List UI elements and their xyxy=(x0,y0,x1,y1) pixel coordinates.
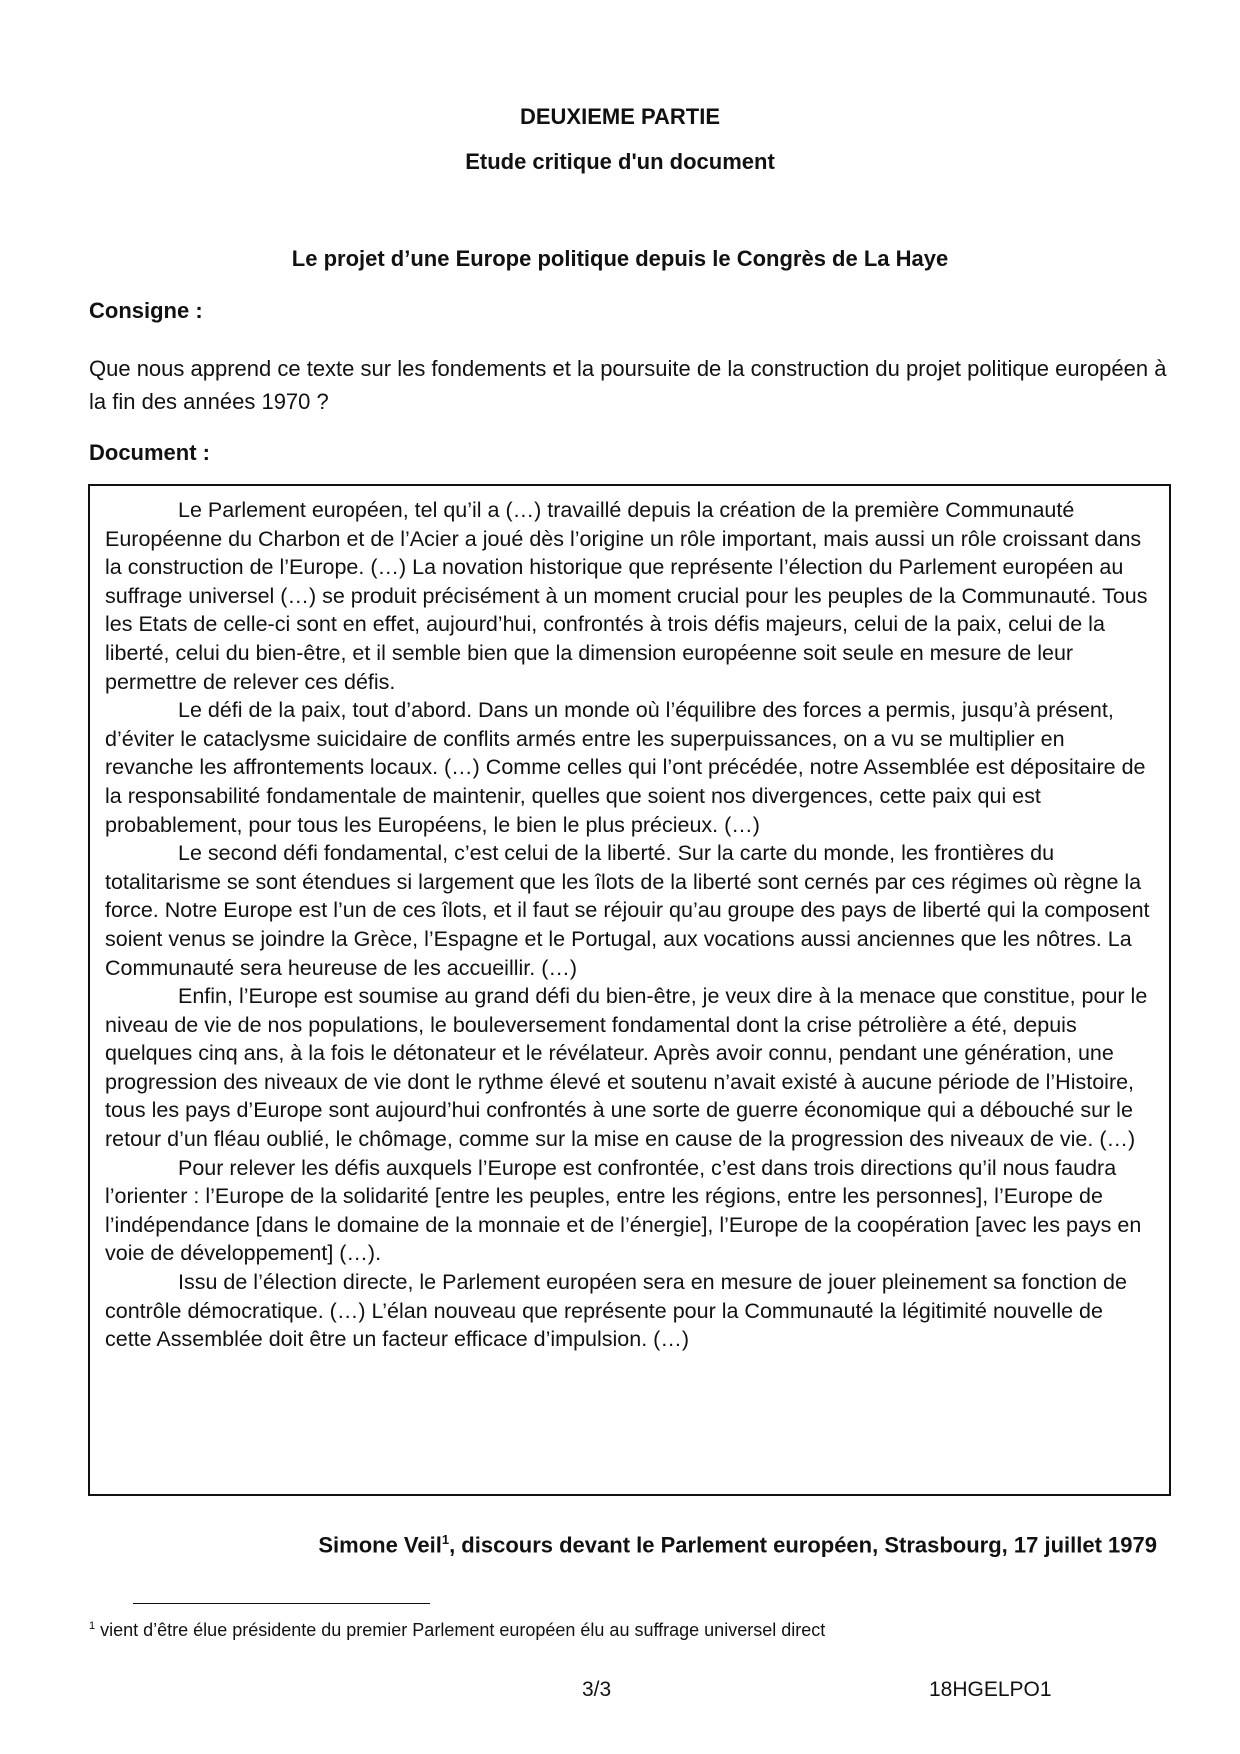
part-title: DEUXIEME PARTIE xyxy=(519,104,721,129)
document-paragraph: Issu de l’élection directe, le Parlement européen sera en mesure de jouer pleinement sa fonction de contrôle démocratique. (…) L’élan nouveau que représente pour la Communauté la légitimité nouvelle de cette Assemblée doit être un facteur efficace d’impulsion. (…) xyxy=(105,1270,1127,1352)
document-paragraph: Le défi de la paix, tout d’abord. Dans un monde où l’équilibre des forces a permis, jusqu’à présent, d’éviter le cataclysme suicidaire de conflits armés entre les superpuissances, on a vu se multiplier en revanche les affrontements locaux. (…) Comme celles qui l’ont précédée, notre Assemblée est dépositaire de la responsabilité fondamentale de maintenir, quelles que soient nos divergences, cette paix qui est probablement, pour tous les Européens, le bien le plus précieux. (…) xyxy=(105,698,1146,837)
document-label: Document : xyxy=(89,440,210,465)
footnote xyxy=(89,1620,825,1641)
source-author: Simone Veil xyxy=(318,1532,442,1558)
footnote-marker: 1 xyxy=(89,1620,96,1632)
footnote-reference: 1 xyxy=(441,1532,450,1547)
consigne-label: Consigne : xyxy=(89,298,203,323)
document-paragraph: Le Parlement européen, tel qu’il a (…) travaillé depuis la création de la première Communauté Européenne du Charbon et de l’Acier a joué dès l’origine un rôle important, mais aussi un rôle croissant dans la construction de l’Europe. (…) La novation historique que représente l’élection du Parlement européen au suffrage universel (…) se produit précisément à un moment crucial pour les peuples de la Communauté. Tous les Etats de celle-ci sont en effet, aujourd’hui, confrontés à trois défis majeurs, celui de la paix, celui de la liberté, celui du bien-être, et il semble bien que la dimension européenne soit seule en mesure de leur permettre de relever ces défis. xyxy=(105,498,1148,694)
footnote-divider xyxy=(133,1603,430,1604)
document-paragraph: Le second défi fondamental, c’est celui de la liberté. Sur la carte du monde, les frontières du totalitarisme se sont étendues si largement que les îlots de la liberté sont cernés par ces régimes où règne la force. Notre Europe est l’un de ces îlots, et il faut se réjouir qu’au groupe des pays de liberté qui la composent soient venus se joindre la Grèce, l’Espagne et le Portugal, aux vocations aussi anciennes que les nôtres. La Communauté sera heureuse de les accueillir. (…) xyxy=(105,841,1150,980)
document-text-box xyxy=(88,484,1171,1496)
document-paragraph: Enfin, l’Europe est soumise au grand défi du bien-être, je veux dire à la menace que constitue, pour le niveau de vie de nos populations, le bouleversement fondamental dont la crise pétrolière a été, depuis quelques cinq ans, à la fois le détonateur et le révélateur. Après avoir connu, pendant une génération, une progression des niveaux de vie dont le rythme élevé et soutenu n’avait existé à aucune période de l’Histoire, tous les pays d’Europe sont aujourd’hui confrontés à une sorte de guerre économique qui a débouché sur le retour d’un fléau oublié, le chômage, comme sur la mise en cause de la progression des niveaux de vie. (…) xyxy=(105,984,1148,1152)
source-details: , discours devant le Parlement européen, Strasbourg, 17 juillet 1979 xyxy=(449,1532,1157,1558)
footnote-text: vient d’être élue présidente du premier Parlement européen élu au suffrage universel direct xyxy=(95,1620,826,1640)
document-title: Le projet d’une Europe politique depuis le Congrès de La Haye xyxy=(291,246,949,271)
document-source xyxy=(0,1532,1157,1558)
page-number: 3/3 xyxy=(582,1678,612,1701)
document-paragraph: Pour relever les défis auxquels l’Europe est confrontée, c’est dans trois directions qu’il nous faudra l’orienter : l’Europe de la solidarité [entre les peuples, entre les régions, entre les personnes], l’Europe de l’indépendance [dans le domaine de la monnaie et de l’énergie], l’Europe de la coopération [avec les pays en voie de développement] (…). xyxy=(105,1155,1142,1266)
exam-code: 18HGELPO1 xyxy=(929,1678,1052,1701)
part-subtitle: Etude critique d'un document xyxy=(465,149,775,174)
consigne-question: Que nous apprend ce texte sur les fondements et la poursuite de la construction du projet politique européen à la fin des années 1970 ? xyxy=(89,356,1167,414)
